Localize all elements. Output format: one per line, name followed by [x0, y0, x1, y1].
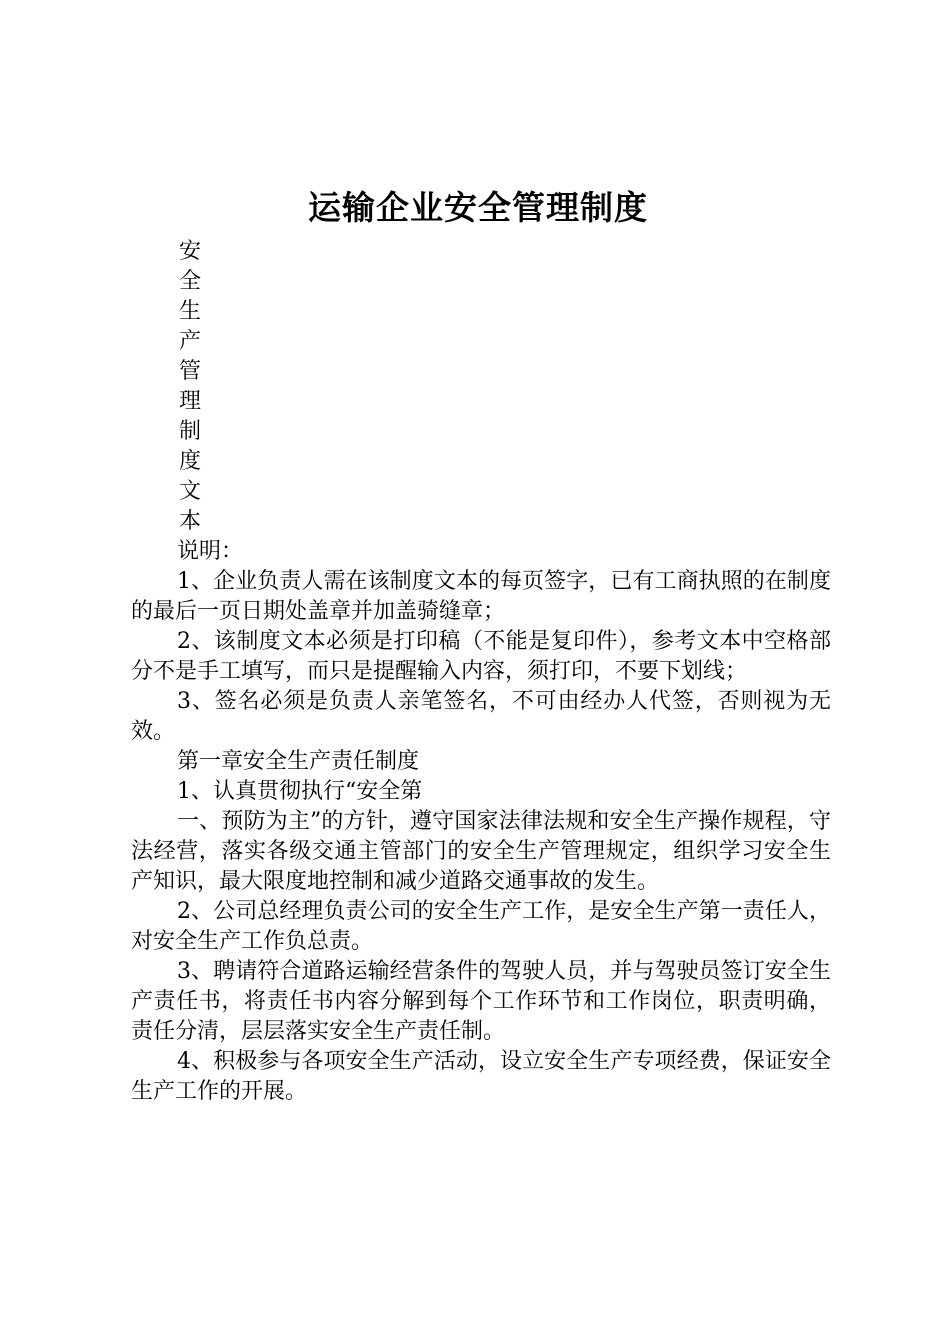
vertical-char: 生	[179, 299, 202, 324]
paragraph-note-heading: 说明：	[177, 539, 244, 564]
vertical-char: 本	[179, 509, 202, 534]
vertical-char: 安	[179, 239, 202, 264]
paragraph: 1、认真贯彻执行“安全第	[177, 779, 423, 804]
paragraph: 3、签名必须是负责人亲笔签名，不可由经办人代签，否则视为无效。	[131, 689, 831, 744]
vertical-char: 全	[179, 269, 202, 294]
vertical-char: 制	[179, 419, 202, 444]
vertical-char: 理	[179, 389, 202, 414]
vertical-heading	[179, 237, 209, 537]
paragraph: 2、该制度文本必须是打印稿（不能是复印件），参考文本中空格部分不是手工填写，而只是提醒输入内容，须打印，不要下划线；	[131, 629, 831, 684]
chapter-heading: 第一章安全生产责任制度	[177, 749, 420, 774]
vertical-char: 文	[179, 479, 202, 504]
paragraph: 1、企业负责人需在该制度文本的每页签字，已有工商执照的在制度的最后一页日期处盖章并加盖骑缝章；	[131, 569, 831, 624]
paragraph: 2、公司总经理负责公司的安全生产工作，是安全生产第一责任人，对安全生产工作负总责。	[131, 899, 831, 954]
document-body	[131, 537, 831, 1107]
vertical-char: 产	[179, 329, 202, 354]
vertical-char: 管	[179, 359, 202, 384]
paragraph: 4、积极参与各项安全生产活动，设立安全生产专项经费，保证安全生产工作的开展。	[131, 1049, 831, 1104]
paragraph: 3、聘请符合道路运输经营条件的驾驶人员，并与驾驶员签订安全生产责任书，将责任书内容分解到每个工作环节和工作岗位，职责明确，责任分清，层层落实安全生产责任制。	[131, 959, 831, 1044]
vertical-char: 度	[179, 449, 202, 474]
paragraph: 一、预防为主”的方针，遵守国家法律法规和安全生产操作规程，守法经营，落实各级交通主管部门的安全生产管理规定，组织学习安全生产知识，最大限度地控制和减少道路交通事故的发生。	[131, 809, 831, 894]
document-title: 运输企业安全管理制度	[308, 188, 648, 227]
